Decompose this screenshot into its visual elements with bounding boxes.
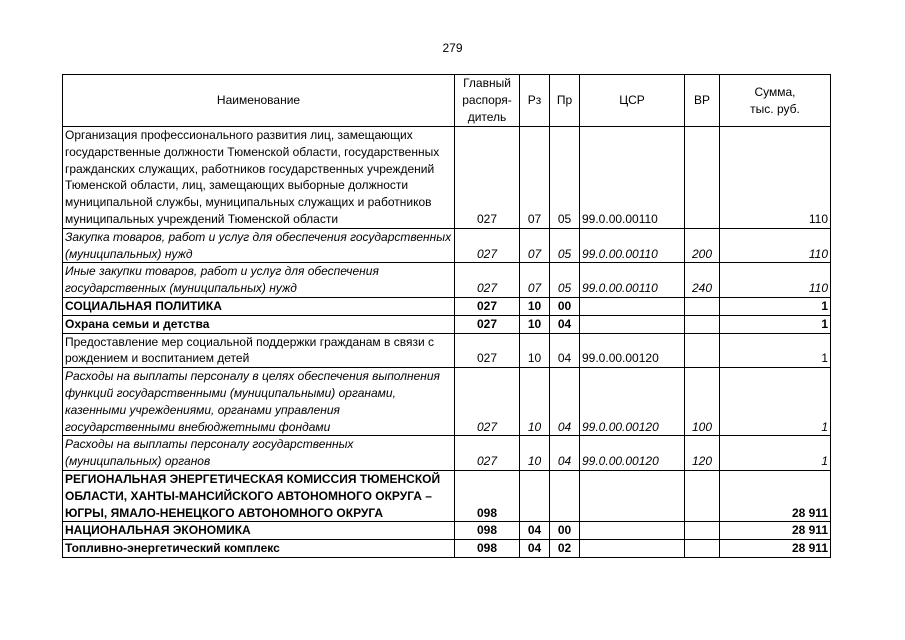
cell-grbs: 027 [455,333,520,368]
table-row [63,315,831,333]
cell-rz: 07 [520,127,550,229]
cell-name: СОЦИАЛЬНАЯ ПОЛИТИКА [63,297,455,315]
table-row [63,368,831,436]
cell-sum: 1 [720,297,831,315]
cell-pr: 02 [550,540,580,558]
cell-csr [580,470,685,521]
cell-vr [685,470,720,521]
cell-vr [685,333,720,368]
cell-name: НАЦИОНАЛЬНАЯ ЭКОНОМИКА [63,522,455,540]
header-manager-line1: Главный [463,76,511,90]
cell-sum: 1 [720,436,831,471]
cell-sum: 1 [720,368,831,436]
header-rz: Рз [520,75,550,127]
cell-grbs: 098 [455,540,520,558]
cell-name: Закупка товаров, работ и услуг для обеспечения государственных (муниципальных) нужд [63,228,455,263]
cell-pr: 04 [550,315,580,333]
cell-sum: 110 [720,127,831,229]
cell-vr [685,522,720,540]
cell-grbs: 027 [455,436,520,471]
cell-csr [580,315,685,333]
cell-sum: 1 [720,333,831,368]
cell-sum: 28 911 [720,540,831,558]
cell-pr: 04 [550,333,580,368]
cell-grbs: 027 [455,228,520,263]
table-body [63,127,831,558]
cell-pr: 04 [550,436,580,471]
cell-sum: 28 911 [720,522,831,540]
cell-sum: 110 [720,228,831,263]
cell-vr [685,297,720,315]
cell-vr [685,127,720,229]
cell-grbs: 027 [455,127,520,229]
table-row [63,297,831,315]
cell-csr [580,540,685,558]
cell-vr: 120 [685,436,720,471]
cell-pr: 05 [550,263,580,298]
header-manager-line3: дитель [467,110,507,124]
cell-grbs: 027 [455,263,520,298]
table-row [63,263,831,298]
cell-rz: 10 [520,333,550,368]
table-row [63,436,831,471]
cell-grbs: 098 [455,470,520,521]
cell-csr: 99.0.00.00110 [580,263,685,298]
table-row [63,228,831,263]
cell-grbs: 027 [455,368,520,436]
table-row [63,333,831,368]
cell-csr: 99.0.00.00120 [580,368,685,436]
cell-vr: 200 [685,228,720,263]
cell-csr [580,297,685,315]
cell-csr: 99.0.00.00120 [580,436,685,471]
cell-name: Предоставление мер социальной поддержки гражданам в связи с рождением и воспитанием детей [63,333,455,368]
table-row [63,522,831,540]
cell-rz: 10 [520,297,550,315]
cell-rz [520,470,550,521]
header-manager [455,75,520,127]
cell-name: Охрана семьи и детства [63,315,455,333]
cell-pr: 00 [550,522,580,540]
table-header-row [63,75,831,127]
cell-vr: 100 [685,368,720,436]
cell-grbs: 027 [455,315,520,333]
header-sum-line1: Сумма, [754,84,796,99]
cell-name: Расходы на выплаты персоналу государственных (муниципальных) органов [63,436,455,471]
cell-grbs: 098 [455,522,520,540]
header-vr: ВР [685,75,720,127]
cell-vr [685,540,720,558]
cell-rz: 10 [520,436,550,471]
cell-pr [550,470,580,521]
cell-vr: 240 [685,263,720,298]
cell-rz: 10 [520,315,550,333]
table-row [63,127,831,229]
cell-sum: 110 [720,263,831,298]
cell-name: Иные закупки товаров, работ и услуг для обеспечения государственных (муниципальных) нужд [63,263,455,298]
cell-pr: 05 [550,228,580,263]
header-csr: ЦСР [580,75,685,127]
header-name: Наименование [63,75,455,127]
cell-name: Расходы на выплаты персоналу в целях обеспечения выполнения функций государственными (муниципальными) органами, казенными учреждениями, органами управления государственными внебюджетными фондами [63,368,455,436]
cell-rz: 10 [520,368,550,436]
cell-csr: 99.0.00.00110 [580,228,685,263]
budget-table [62,74,831,558]
cell-pr: 04 [550,368,580,436]
cell-pr: 05 [550,127,580,229]
cell-vr [685,315,720,333]
header-sum [720,75,831,127]
table-row [63,470,831,521]
cell-rz: 07 [520,228,550,263]
header-manager-line2: распоря- [462,93,512,107]
cell-csr: 99.0.00.00120 [580,333,685,368]
table-row [63,540,831,558]
cell-grbs: 027 [455,297,520,315]
cell-sum: 28 911 [720,470,831,521]
cell-csr [580,522,685,540]
cell-rz: 04 [520,522,550,540]
cell-name: Топливно-энергетический комплекс [63,540,455,558]
cell-pr: 00 [550,297,580,315]
cell-name: РЕГИОНАЛЬНАЯ ЭНЕРГЕТИЧЕСКАЯ КОМИССИЯ ТЮМЕНСКОЙ ОБЛАСТИ, ХАНТЫ-МАНСИЙСКОГО АВТОНОМНОГО ОКРУГА – ЮГРЫ, ЯМАЛО-НЕНЕЦКОГО АВТОНОМНОГО ОКРУГА [63,470,455,521]
cell-sum: 1 [720,315,831,333]
header-pr: Пр [550,75,580,127]
header-sum-line2: тыс. руб. [750,101,800,116]
page-number: 279 [442,41,463,55]
cell-rz: 07 [520,263,550,298]
cell-name: Организация профессионального развития лиц, замещающих государственные должности Тюменской области, государственных гражданских служащих, работников государственных учреждений Тюменской области, лиц, замещающих выборные должности муниципальной службы, муниципальных служащих и работников муниципальных учреждений Тюменской области [63,127,455,229]
cell-csr: 99.0.00.00110 [580,127,685,229]
cell-rz: 04 [520,540,550,558]
